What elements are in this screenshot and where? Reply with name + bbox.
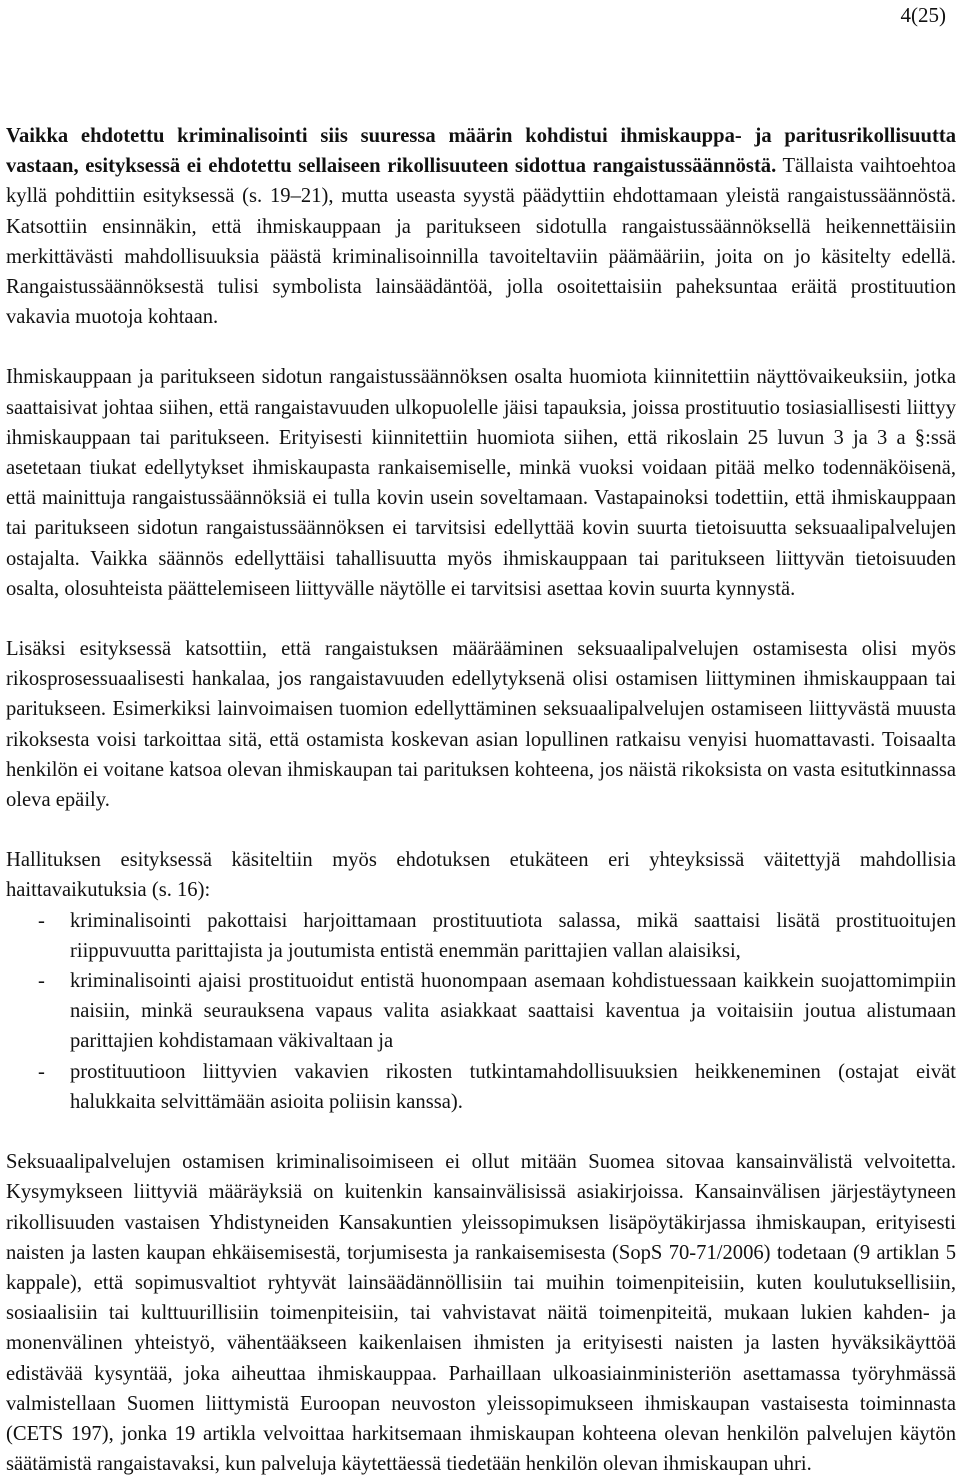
effects-list — [6, 906, 956, 1117]
list-dash: - — [38, 909, 45, 932]
page-number: 4(25) — [900, 3, 946, 27]
list-item — [6, 966, 956, 1057]
paragraph-2: Ihmiskauppaan ja paritukseen sidotun rangaistussäännöksen osalta huomiota kiinnitettiin näyttövaikeuksiin, jotka saattaisivat johtaa siihen, että rangaistavuuden ulkopuolelle jäisi tapauksia, joissa prostituutio tosiasiallisesti liittyy ihmiskauppaan tai paritukseen. Erityisesti kiinnitettiin huomiota siihen, että rikoslain 25 luvun 3 ja 3 a §:ssä asetetaan tiukat edellytykset ihmiskaupasta rankaisemiselle, minkä vuoksi voidaan pitää melko todennäköisenä, että mainittuja rangaistussäännöksiä ei tulla kovin usein soveltamaan. Vastapainoksi todettiin, että ihmiskauppaan tai paritukseen sidotun rangaistussäännöksen ei tarvitsisi edellyttää kovin suurta tietoisuutta seksuaalipalvelujen ostajalta. Vaikka säännös edellyttäisi tahallisuutta myös ihmiskauppaan tai paritukseen liittyvän tietoisuuden osalta, olosuhteista päättelemiseen liittyvälle näytölle ei tarvitsisi asettaa kovin suurta kynnystä. — [6, 366, 956, 600]
paragraph-4-intro: Hallituksen esityksessä käsiteltiin myös ehdotuksen etukäteen eri yhteyksissä väitettyjä mahdollisia haittavaikutuksia (s. 16): — [6, 849, 956, 902]
list-dash: - — [38, 1060, 45, 1083]
list-item-text: kriminalisointi ajaisi prostituoidut entistä huonompaan asemaan kohdistuessaan kaikkein suojattomimpiin naisiin, minkä seurauksena vapaus valita asiakkaat saattaisi kaventua ja voitaisiin joutua alistumaan parittajien kohdistamaan väkivaltaan ja — [70, 970, 956, 1053]
list-item — [6, 906, 956, 966]
paragraph-1 — [6, 121, 956, 332]
list-dash: - — [38, 970, 45, 993]
paragraph-5: Seksuaalipalvelujen ostamisen kriminalisoimiseen ei ollut mitään Suomea sitovaa kansainvälistä velvoitetta. Kysymykseen liittyviä määräyksiä on kuitenkin kansainvälisissä asiakirjoissa. Kansainvälisen järjestäytyneen rikollisuuden vastaisen Yhdistyneiden Kansakuntien yleissopimuksen lisäpöytäkirjassa ihmiskaupan, erityisesti naisten ja lasten kaupan ehkäisemisestä, torjumisesta ja rankaisemisesta (SopS 70-71/2006) todetaan (9 artiklan 5 kappale), että sopimusvaltiot ryhtyvät lainsäädännöllisiin tai muihin toimenpiteisiin, kuten koulutuksellisiin, sosiaalisiin tai kulttuurillisiin toimenpiteisiin, tai vahvistavat näitä toimenpiteitä, mukaan lukien kahden- ja monenvälinen yhteistyö, vähentääkseen kaikenlaisen ihmisten ja erityisesti naisten ja lasten hyväksikäyttöä edistävää kysyntää, joka aiheuttaa ihmiskauppaa. Parhaillaan ulkoasiainministeriön asettamassa työryhmässä valmistellaan Suomen liittymistä Euroopan neuvoston yleissopimukseen ihmiskaupan vastaisesta toiminnasta (CETS 197), jonka 19 artikla velvoittaa harkitsemaan ihmiskaupan kohteena olevan henkilön palvelujen käytön säätämistä rangaistavaksi, kun palveluja käytettäessä tiedetään henkilön olevan ihmiskaupan uhri. — [6, 1151, 956, 1476]
list-item-text: prostituutioon liittyvien vakavien rikosten tutkintamahdollisuuksien heikkeneminen (ostajat eivät halukkaita selvittämään asioita poliisin kanssa). — [70, 1060, 956, 1113]
document-body — [6, 121, 956, 1479]
paragraph-3: Lisäksi esityksessä katsottiin, että rangaistuksen määrääminen seksuaalipalvelujen ostamisesta olisi myös rikosprosessuaalisesti hankalaa, jos rangaistavuuden edellytyksenä olisi ostamisen liittyminen ihmiskauppaan tai paritukseen. Esimerkiksi lainvoimaisen tuomion edellyttäminen seksuaalipalvelujen ostamiseen liittyvästä muusta rikoksesta voisi tarkoittaa sitä, että ostamista koskevan asian lopullinen ratkaisu venyisi huomattavasti. Toisaalta henkilön ei voitane katsoa olevan ihmiskaupan tai parituksen kohteena, jos näistä rikoksista on vasta esitutkinnassa oleva epäily. — [6, 638, 956, 812]
paragraph-1-text: Tällaista vaihtoehtoa kyllä pohdittiin esityksessä (s. 19–21), mutta useasta syystä päädyttiin ehdottamaan yleistä rangaistussäännöstä. Katsottiin ensinnäkin, että ihmiskauppaan ja paritukseen sidotulla rangaistussäännöksellä heikennettäisiin merkittävästi mahdollisuuksia päästä kriminalisoinnilla tavoiteltaviin päämääriin, joita on jo käsitelty edellä. Rangaistussäännöksestä tulisi symbolista lainsäädäntöä, jolla osoitettaisiin paheksuntaa eräitä prostituution vakavia muotoja kohtaan. — [6, 155, 956, 329]
paragraph-1-bold-lead: Vaikka ehdotettu kriminalisointi siis suuressa määrin kohdistui ihmiskauppa- ja paritusrikollisuutta vastaan, esityksessä ei ehdotettu sellaiseen rikollisuuteen sidottua rangaistussäännöstä. — [6, 125, 956, 178]
list-item-text: kriminalisointi pakottaisi harjoittamaan prostituutiota salassa, mikä saattaisi lisätä prostituoitujen riippuvuutta parittajista ja joutumista entistä enemmän parittajien vallan alaisiksi, — [70, 909, 956, 962]
list-item — [6, 1057, 956, 1117]
